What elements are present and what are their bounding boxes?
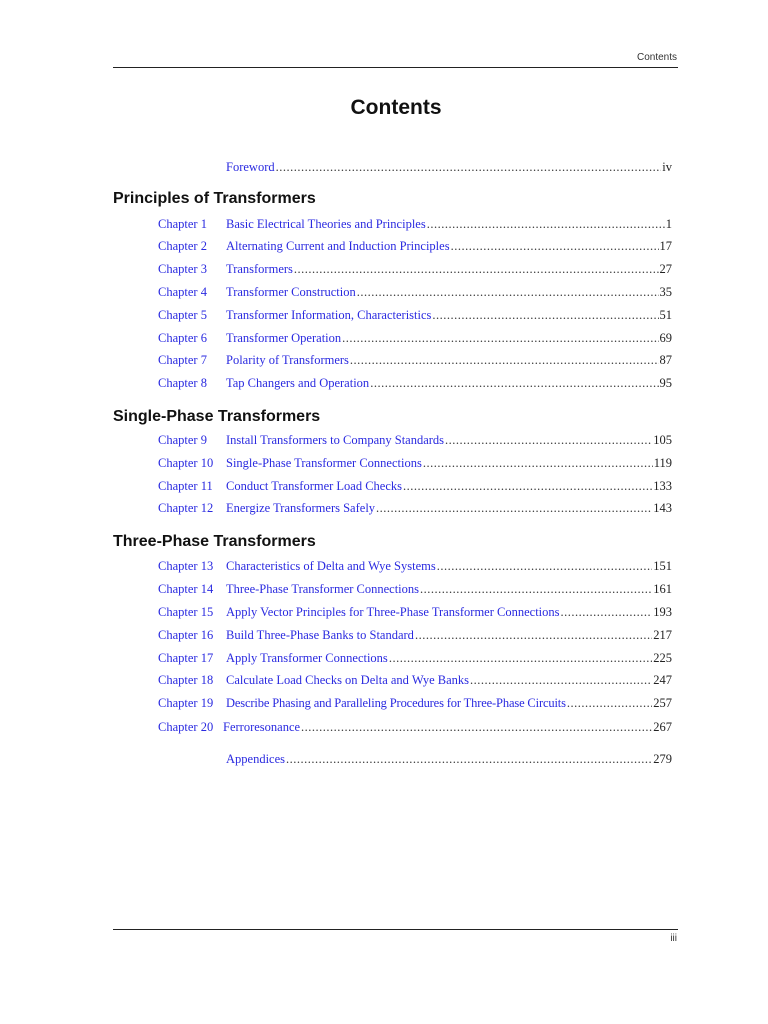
chapter-number: Chapter 5 [158, 308, 207, 322]
toc-entry-appendices[interactable] [226, 751, 672, 767]
chapter-page: 105 [653, 433, 672, 447]
chapter-title: Energize Transformers Safely [226, 501, 376, 515]
dot-leader [276, 159, 662, 175]
chapter-page: 143 [653, 501, 672, 515]
chapter-title: Apply Vector Principles for Three-Phase Transformer Connections [226, 605, 560, 619]
chapter-page: 119 [653, 456, 672, 470]
chapter-title: Three-Phase Transformer Connections [226, 582, 420, 596]
chapter-title: Install Transformers to Company Standards [226, 433, 445, 447]
toc-entry-chapter-1[interactable] [158, 216, 672, 232]
section-heading-three-phase: Three-Phase Transformers [113, 533, 316, 550]
dot-leader [437, 558, 653, 574]
dot-leader [445, 432, 652, 448]
dot-leader [561, 604, 653, 620]
toc-entry-chapter-10[interactable] [158, 455, 672, 471]
toc-entry-chapter-9[interactable] [158, 432, 672, 448]
chapter-title: Ferroresonance [223, 720, 301, 734]
section-heading-single-phase: Single-Phase Transformers [113, 408, 321, 425]
chapter-page: 151 [653, 559, 672, 573]
chapter-number: Chapter 8 [158, 376, 207, 390]
chapter-number: Chapter 11 [158, 479, 213, 493]
toc-entry-chapter-6[interactable] [158, 330, 672, 346]
chapter-page: 247 [653, 673, 672, 687]
toc-entry-chapter-11[interactable] [158, 478, 672, 494]
chapter-title: Characteristics of Delta and Wye Systems [226, 559, 436, 573]
chapter-number: Chapter 1 [158, 217, 207, 231]
chapter-page: 193 [653, 605, 672, 619]
chapter-page: 35 [659, 285, 672, 299]
chapter-title: Transformer Construction [226, 285, 356, 299]
chapter-number: Chapter 7 [158, 353, 207, 367]
dot-leader [432, 307, 658, 323]
chapter-number: Chapter 14 [158, 582, 214, 596]
chapter-page: 257 [653, 696, 672, 710]
dot-leader [427, 216, 665, 232]
chapter-title: Transformer Operation [226, 331, 342, 345]
chapter-page: 217 [653, 628, 672, 642]
dot-leader [370, 375, 658, 391]
chapter-title: Polarity of Transformers [226, 353, 349, 367]
chapter-page: 95 [659, 376, 672, 390]
toc-entry-page: 279 [653, 752, 672, 766]
chapter-title: Basic Electrical Theories and Principles [226, 217, 426, 231]
chapter-page: 267 [653, 720, 672, 734]
chapter-title: Alternating Current and Induction Principles [226, 239, 450, 253]
dot-leader [301, 719, 652, 735]
toc-entry-title: Foreword [226, 160, 275, 174]
toc-entry-chapter-17[interactable] [158, 650, 672, 666]
chapter-number: Chapter 10 [158, 456, 214, 470]
dot-leader [470, 672, 652, 688]
dot-leader [415, 627, 652, 643]
footer-rule [113, 929, 678, 930]
toc-entry-title: Appendices [226, 752, 286, 766]
toc-entry-chapter-7[interactable] [158, 352, 672, 368]
toc-entry-foreword[interactable] [226, 159, 672, 175]
chapter-page: 27 [659, 262, 672, 276]
dot-leader [350, 352, 659, 368]
toc-entry-chapter-16[interactable] [158, 627, 672, 643]
chapter-number: Chapter 19 [158, 696, 214, 710]
toc-entry-chapter-12[interactable] [158, 500, 672, 516]
chapter-title: Build Three-Phase Banks to Standard [226, 628, 414, 642]
chapter-title: Single-Phase Transformer Connections [226, 456, 422, 470]
toc-entry-chapter-5[interactable] [158, 307, 672, 323]
chapter-page: 161 [653, 582, 672, 596]
chapter-number: Chapter 15 [158, 605, 214, 619]
dot-leader [357, 284, 659, 300]
chapter-title: Conduct Transformer Load Checks [226, 479, 403, 493]
chapter-title: Tap Changers and Operation [226, 376, 370, 390]
chapter-page: 17 [659, 239, 672, 253]
chapter-number: Chapter 9 [158, 433, 207, 447]
dot-leader [342, 330, 658, 346]
dot-leader [389, 650, 652, 666]
chapter-number: Chapter 6 [158, 331, 207, 345]
dot-leader [403, 478, 652, 494]
header-rule [113, 67, 678, 68]
chapter-page: 69 [659, 331, 672, 345]
toc-entry-chapter-14[interactable] [158, 581, 672, 597]
page-number: iii [670, 933, 677, 944]
chapter-number: Chapter 13 [158, 559, 214, 573]
chapter-page: 51 [659, 308, 672, 322]
dot-leader [423, 455, 653, 471]
chapter-number: Chapter 17 [158, 651, 214, 665]
chapter-number: Chapter 3 [158, 262, 207, 276]
toc-entry-chapter-4[interactable] [158, 284, 672, 300]
running-head: Contents [636, 52, 677, 63]
page-title: Contents [350, 96, 442, 119]
chapter-title: Describe Phasing and Paralleling Procedures for Three-Phase Circuits [226, 696, 566, 710]
chapter-title: Transformer Information, Characteristics [226, 308, 432, 322]
toc-entry-chapter-8[interactable] [158, 375, 672, 391]
chapter-title: Transformers [226, 262, 293, 276]
dot-leader [376, 500, 652, 516]
chapter-title: Apply Transformer Connections [226, 651, 388, 665]
dot-leader [420, 581, 652, 597]
chapter-page: 87 [659, 353, 672, 367]
toc-entry-chapter-18[interactable] [158, 672, 672, 688]
chapter-number: Chapter 4 [158, 285, 207, 299]
toc-entry-chapter-15[interactable] [158, 604, 672, 620]
toc-entry-chapter-3[interactable] [158, 261, 672, 277]
dot-leader [451, 238, 659, 254]
toc-entry-chapter-20[interactable] [158, 719, 672, 735]
chapter-page: 133 [653, 479, 672, 493]
toc-entry-chapter-13[interactable] [158, 558, 672, 574]
dot-leader [294, 261, 659, 277]
toc-entry-chapter-2[interactable] [158, 238, 672, 254]
dot-leader [567, 695, 652, 711]
chapter-number: Chapter 12 [158, 501, 214, 515]
chapter-number: Chapter 2 [158, 239, 207, 253]
chapter-number: Chapter 20 [158, 720, 214, 734]
chapter-page: 225 [653, 651, 672, 665]
toc-entry-chapter-19[interactable] [158, 695, 672, 711]
chapter-number: Chapter 18 [158, 673, 214, 687]
toc-entry-page: iv [662, 160, 672, 174]
section-heading-principles: Principles of Transformers [113, 190, 316, 207]
chapter-number: Chapter 16 [158, 628, 214, 642]
chapter-title: Calculate Load Checks on Delta and Wye Banks [226, 673, 470, 687]
dot-leader [286, 751, 652, 767]
chapter-page: 1 [665, 217, 672, 231]
